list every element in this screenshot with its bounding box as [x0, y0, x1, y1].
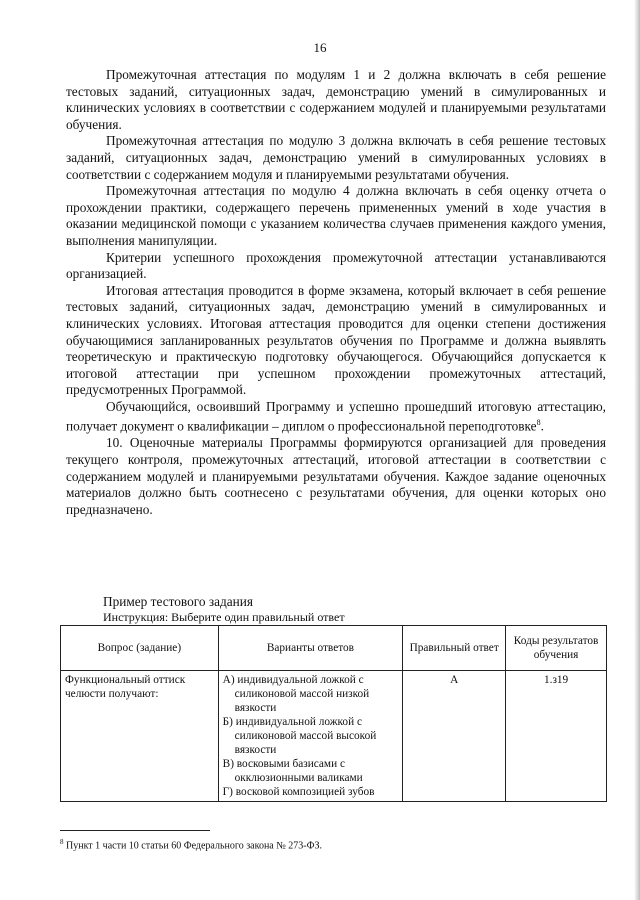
- paragraph-criteria: Критерии успешного прохождения промежуточной аттестации устанавливаются организацией.: [66, 249, 606, 282]
- graduate-end: .: [540, 418, 544, 434]
- option-c: В) восковыми базисами с окклюзионными валиками: [222, 758, 363, 784]
- answer-cell: А: [403, 671, 506, 802]
- footnote: [60, 838, 322, 851]
- header-question: Вопрос (задание): [61, 626, 219, 671]
- page-number: 16: [313, 40, 327, 55]
- sample-title: Пример тестового задания: [103, 594, 253, 609]
- header-answer: Правильный ответ: [403, 626, 506, 671]
- paragraph-section-10: 10. Оценочные материалы Программы формируются организацией для проведения текущего контроля, промежуточных аттестаций, итоговой аттестации в соответствии с содержанием модулей и планируемыми результатами обучения. Каждое задание оценочных материалов должно быть соотнесено с результатами обучения, для оценки которых оно предназначено.: [66, 435, 606, 517]
- scan-edge-shadow: [634, 0, 640, 900]
- option-d: Г) восковой композицией зубов: [222, 786, 375, 798]
- footnote-divider: [60, 830, 210, 831]
- question-cell: Функциональный оттиск челюсти получают:: [61, 671, 219, 802]
- footnote-number: 8: [60, 838, 64, 846]
- paragraph-graduate: [66, 399, 606, 436]
- test-task-table: [60, 625, 607, 802]
- option-b: Б) индивидуальной ложкой с силиконовой массой высокой вязкости: [222, 716, 377, 756]
- code-cell: 1.з19: [506, 671, 607, 802]
- option-a: А) индивидуальной ложкой с силиконовой массой низкой вязкости: [222, 674, 370, 714]
- paragraph-final-attestation: Итоговая аттестация проводится в форме экзамена, который включает в себя решение тестовых заданий, ситуационных задач, демонстрацию умений в симулированных и клинических условиях. Итоговая аттестация проводится для оценки степени достижения обучающимися запланированных результатов обучения по Программе и должна выявлять теоретическую и практическую подготовку обучающегося. Обучающийся допускается к итоговой аттестации при успешном прохождении промежуточных аттестаций, предусмотренных Программой.: [66, 282, 606, 398]
- body-text: [66, 67, 606, 518]
- footnote-text: Пункт 1 части 10 статьи 60 Федерального закона № 273-ФЗ.: [66, 840, 323, 852]
- options-cell: [218, 671, 403, 802]
- paragraph-modules-1-2: Промежуточная аттестация по модулям 1 и 2 должна включать в себя решение тестовых заданий, ситуационных задач, демонстрацию умений в симулированных и клинических условиях в соответствии с содержанием модулей и планируемыми результатами обучения.: [66, 67, 606, 132]
- header-codes: Коды результатов обучения: [506, 626, 607, 671]
- paragraph-module-3: Промежуточная аттестация по модулю 3 должна включать в себя решение тестовых заданий, ситуационных задач, демонстрацию умений в симулированных условиях в соответствии с содержанием модуля и планируемыми результатами обучения.: [66, 133, 606, 182]
- header-options: Варианты ответов: [218, 626, 403, 671]
- graduate-text: Обучающийся, освоивший Программу и успешно прошедший итоговую аттестацию, получает документ о квалификации – диплом о профессиональной переподготовке: [66, 398, 606, 434]
- table-row: [61, 671, 607, 802]
- instruction: Инструкция: Выберите один правильный ответ: [103, 610, 345, 624]
- table-header-row: [61, 626, 607, 671]
- footnote-ref[interactable]: 8: [536, 418, 541, 428]
- paragraph-module-4: Промежуточная аттестация по модулю 4 должна включать в себя оценку отчета о прохождении практики, содержащего перечень примененных умений в ходе участия в оказании медицинской помощи с указанием количества случаев применения каждого умения, выполнения манипуляции.: [66, 183, 606, 248]
